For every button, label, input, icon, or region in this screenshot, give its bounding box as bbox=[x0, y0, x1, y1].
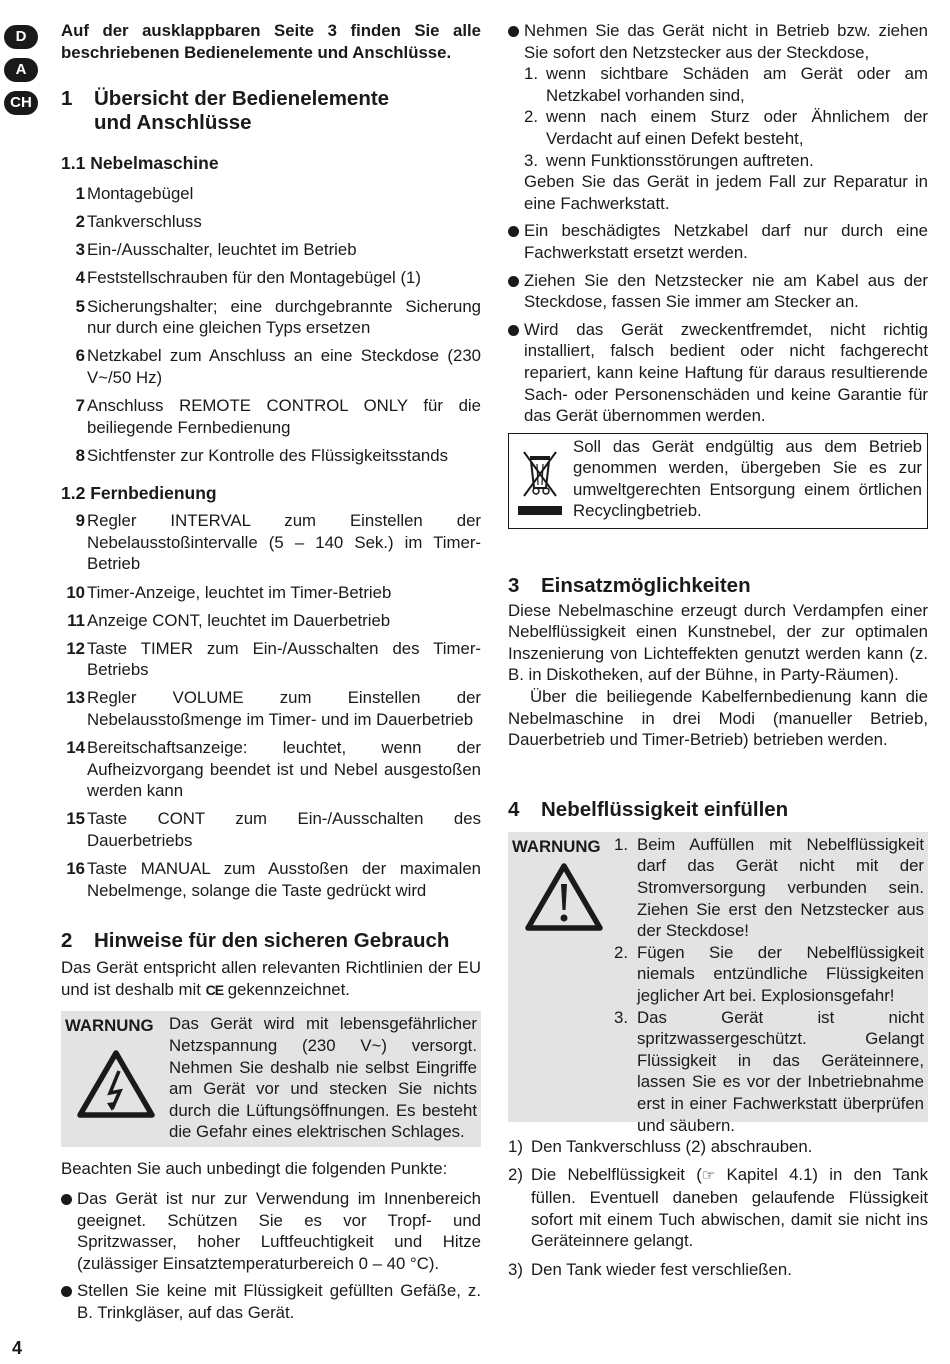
step-number: 1) bbox=[508, 1136, 523, 1156]
item-number: 15 bbox=[66, 809, 85, 829]
item-number: 8 bbox=[75, 445, 85, 465]
crossed-bin-weee-icon bbox=[515, 442, 565, 522]
item-number: 9 bbox=[75, 511, 85, 531]
list-item bbox=[61, 239, 481, 261]
step-text: Die Nebelflüssigkeit ( bbox=[531, 1165, 702, 1185]
item-text: Timer-Anzeige, leuchtet im Timer-Betrieb bbox=[87, 582, 392, 602]
exclamation-warning-icon bbox=[524, 862, 604, 932]
bullet-text: Nehmen Sie das Gerät nicht in Betrieb bzw. ziehen Sie sofort den Netzstecker aus der Steckdose, bbox=[524, 21, 928, 62]
sub-list-number: 2. bbox=[524, 107, 538, 127]
sub-list-text: wenn Funktionsstörungen auftreten. bbox=[546, 150, 814, 170]
warning-list-item bbox=[614, 942, 924, 1007]
item-text: Regler INTERVAL zum Einstellen der Nebelausstoßintervalle (5 – 140 Sek.) im Timer-Betrieb bbox=[87, 511, 481, 574]
bullet-item bbox=[61, 1188, 481, 1274]
section-number: 4 bbox=[508, 797, 520, 821]
bullet-continuation: Geben Sie das Gerät in jedem Fall zur Reparatur in eine Fachwerkstatt. bbox=[524, 172, 928, 213]
section-title-line: Übersicht der Bedienelemente bbox=[94, 87, 390, 111]
sub-list-number: 3. bbox=[524, 150, 538, 170]
item-text: Regler VOLUME zum Einstellen der Nebelausstoßmenge im Timer- und im Dauerbetrieb bbox=[87, 688, 481, 729]
bullet-dot-icon bbox=[61, 1194, 72, 1205]
item-text: Sicherungshalter; eine durchgebrannte Sicherung nur durch eine gleichen Typs ersetzen bbox=[87, 296, 481, 338]
sub-list-item bbox=[524, 63, 928, 106]
recycling-text: Soll das Gerät endgültig aus dem Betrieb genommen werden, übergeben Sie es zur umweltgerechten Entsorgung einem örtlichen Recyclingbetrieb. bbox=[573, 436, 922, 521]
page-number: 4 bbox=[12, 1338, 23, 1358]
item-number: 2 bbox=[75, 212, 85, 232]
warning-text: Fügen Sie der Nebelflüssigkeit niemals entzündliche Flüssigkeiten jeglicher Art bei. Explosionsgefahr! bbox=[637, 942, 924, 1005]
bullet-dot-icon bbox=[61, 1286, 72, 1297]
pointing-hand-icon: ☞ bbox=[701, 1167, 716, 1185]
item-text: Taste MANUAL zum Ausstoßen der maximalen Nebelmenge, solange die Taste gedrückt wird bbox=[87, 859, 481, 900]
list-item bbox=[61, 808, 481, 851]
item-number: 4 bbox=[75, 268, 85, 288]
recycling-notice-box bbox=[508, 433, 928, 529]
sub-list-number: 1. bbox=[524, 64, 538, 84]
warning-list-item bbox=[614, 834, 924, 942]
item-number: 6 bbox=[75, 346, 85, 366]
ce-paragraph-text-end: gekennzeichnet. bbox=[227, 979, 350, 999]
item-number: 10 bbox=[66, 582, 85, 602]
intro-text: Auf der ausklappbaren Seite 3 finden Sie alle beschriebenen Bedienelemente und Anschlüsse. bbox=[61, 21, 481, 62]
list-item bbox=[61, 582, 481, 604]
section-3-heading bbox=[508, 574, 928, 598]
bullet-dot-icon bbox=[508, 26, 519, 37]
list-item bbox=[61, 610, 481, 632]
bullet-text: Wird das Gerät zweckentfremdet, nicht richtig installiert, falsch bedient oder nicht fachgerecht repariert, kann keine Haftung für daraus resultierende Sach- oder Personenschäden und keine Garantie für das Gerät übernommen werden. bbox=[524, 319, 928, 426]
item-text: Montagebügel bbox=[87, 184, 194, 204]
sub-list-text: wenn nach einem Sturz oder Ähnlichem der Verdacht auf einen Defekt besteht, bbox=[546, 107, 928, 148]
warning-number: 3. bbox=[614, 1007, 628, 1027]
warning-label: WARNUNG bbox=[65, 1016, 154, 1036]
list-item bbox=[61, 267, 481, 289]
list-item bbox=[61, 211, 481, 233]
item-text: Ein-/Ausschalter, leuchtet im Betrieb bbox=[87, 240, 357, 260]
warning-list-item bbox=[614, 1007, 924, 1137]
subsection-1-2-heading: 1.2 Fernbedienung bbox=[61, 483, 217, 504]
right-column bbox=[508, 20, 928, 1287]
ce-paragraph-text: Das Gerät entspricht allen relevanten Richtlinien der EU und ist deshalb mit bbox=[61, 958, 481, 999]
section-4-heading bbox=[508, 798, 928, 822]
item-number: 16 bbox=[66, 859, 85, 879]
warning-number: 2. bbox=[614, 942, 628, 962]
list-item bbox=[61, 687, 481, 730]
step-text-end: Kapitel 4.1) in den Tank füllen. Eventuell daneben gelaufende Flüssigkeit sofort mit einem Tuch abwischen, damit sie nicht ins Geräteinnere gelangt. bbox=[531, 1165, 928, 1251]
item-text: Taste CONT zum Ein-/Ausschalten des Dauerbetriebs bbox=[87, 809, 481, 850]
step-text: Den Tank wieder fest verschließen. bbox=[531, 1259, 792, 1279]
sub-list-item bbox=[524, 150, 928, 172]
item-text: Anschluss REMOTE CONTROL ONLY für die beiliegende Fernbedienung bbox=[87, 395, 481, 437]
bullet-item bbox=[508, 270, 928, 313]
filling-steps bbox=[508, 1136, 928, 1281]
bullet-dot-icon bbox=[508, 276, 519, 287]
language-badge-ch: CH bbox=[4, 91, 38, 115]
warning-text: Das Gerät ist nicht spritzwassergeschützt. Gelangt Flüssigkeit in das Geräteinnere, lassen Sie es vor der Inbetriebnahme erst in einer Fachwerkstatt überprüfen und säubern. bbox=[637, 1007, 924, 1135]
section-1-heading bbox=[61, 87, 481, 135]
language-badge-d: D bbox=[4, 25, 38, 49]
section-3-paragraph-2: Über die beiliegende Kabelfernbedienung kann die Nebelmaschine in drei Modi (manueller Betrieb, Dauerbetrieb und Timer-Betrieb) betrieben werden. bbox=[508, 687, 928, 750]
language-badge-a: A bbox=[4, 58, 38, 82]
bullet-item bbox=[508, 319, 928, 427]
left-column bbox=[61, 20, 481, 1330]
step-item bbox=[508, 1164, 928, 1251]
fluid-warning-box bbox=[508, 832, 928, 1135]
ce-mark-icon: CE bbox=[205, 981, 224, 998]
item-number: 12 bbox=[66, 638, 85, 658]
step-item bbox=[508, 1136, 928, 1158]
list-item bbox=[61, 183, 481, 205]
list-item bbox=[61, 638, 481, 681]
step-text: Den Tankverschluss (2) abschrauben. bbox=[531, 1136, 813, 1156]
note-text: Beachten Sie auch unbedingt die folgenden Punkte: bbox=[61, 1159, 448, 1179]
step-item bbox=[508, 1259, 928, 1281]
warning-label: WARNUNG bbox=[512, 836, 601, 856]
warning-number: 1. bbox=[614, 834, 628, 854]
bullet-dot-icon bbox=[508, 325, 519, 336]
control-list-remote bbox=[61, 510, 481, 901]
section-title: Hinweise für den sicheren Gebrauch bbox=[94, 929, 450, 953]
step-number: 3) bbox=[508, 1259, 523, 1279]
item-text: Sichtfenster zur Kontrolle des Flüssigkeitsstands bbox=[87, 445, 448, 465]
item-text: Bereitschaftsanzeige: leuchtet, wenn der Aufheizvorgang beendet ist und Nebel ausgestoßen werden kann bbox=[87, 738, 481, 801]
bullet-item bbox=[508, 20, 928, 214]
ce-paragraph bbox=[61, 957, 481, 1001]
item-number: 11 bbox=[67, 610, 85, 630]
high-voltage-warning-icon bbox=[76, 1049, 156, 1119]
control-list-fog-machine bbox=[61, 183, 481, 466]
list-item bbox=[61, 395, 481, 438]
sub-list-item bbox=[524, 106, 928, 149]
section-number: 2 bbox=[61, 929, 73, 953]
bullet-text: Ein beschädigtes Netzkabel darf nur durch eine Fachwerkstatt ersetzt werden. bbox=[524, 221, 928, 262]
item-number: 1 bbox=[75, 184, 85, 204]
bullet-text: Ziehen Sie den Netzstecker nie am Kabel aus der Steckdose, fassen Sie immer am Stecker an. bbox=[524, 270, 928, 312]
item-number: 5 bbox=[75, 296, 85, 316]
bullet-item bbox=[508, 220, 928, 263]
section-2-heading bbox=[61, 929, 481, 953]
list-item bbox=[61, 296, 481, 339]
list-item bbox=[61, 345, 481, 388]
electric-shock-warning-box bbox=[61, 1011, 481, 1147]
warning-list bbox=[614, 834, 924, 1136]
bullet-text: Stellen Sie keine mit Flüssigkeit gefüllten Gefäße, z. B. Trinkgläser, auf das Gerät. bbox=[77, 1281, 481, 1322]
list-item bbox=[61, 737, 481, 802]
item-number: 3 bbox=[75, 240, 85, 260]
section-title: Nebelflüssigkeit einfüllen bbox=[541, 797, 789, 821]
section-title: Einsatzmöglichkeiten bbox=[541, 573, 751, 597]
bullet-dot-icon bbox=[508, 226, 519, 237]
list-item bbox=[61, 445, 481, 467]
section-number: 1 bbox=[61, 87, 73, 111]
item-number: 7 bbox=[75, 395, 85, 415]
item-number: 14 bbox=[66, 738, 85, 758]
section-number: 3 bbox=[508, 573, 520, 597]
sub-list-text: wenn sichtbare Schäden am Gerät oder am Netzkabel vorhanden sind, bbox=[546, 64, 928, 105]
section-title-line: und Anschlüsse bbox=[94, 111, 252, 135]
bullet-text: Das Gerät ist nur zur Verwendung im Innenbereich geeignet. Schützen Sie es vor Tropf- und Spritzwasser, hoher Luftfeuchtigkeit und Hitze (zulässiger Einsatztemperaturbereich 0 – 40 °C). bbox=[77, 1189, 481, 1273]
step-number: 2) bbox=[508, 1165, 523, 1185]
bullet-item bbox=[61, 1280, 481, 1323]
item-text: Netzkabel zum Anschluss an eine Steckdose (230 V~/50 Hz) bbox=[87, 346, 481, 387]
item-text: Anzeige CONT, leuchtet im Dauerbetrieb bbox=[87, 610, 391, 630]
subsection-1-1-heading: 1.1 Nebelmaschine bbox=[61, 153, 219, 174]
list-item bbox=[61, 510, 481, 575]
item-number: 13 bbox=[66, 688, 85, 708]
item-text: Feststellschrauben für den Montagebügel (1) bbox=[87, 268, 421, 288]
warning-text: Beim Auffüllen mit Nebelflüssigkeit darf das Gerät nicht mit der Stromversorgung verbunden sein. Ziehen Sie erst den Netzstecker aus der Steckdose! bbox=[637, 834, 924, 941]
section-3-paragraph-1: Diese Nebelmaschine erzeugt durch Verdampfen einer Nebelflüssigkeit einen Kunstnebel, der zur optimalen Inszenierung von Lichteffekten genutzt werden kann (z. B. in Diskotheken, auf der Bühne, in Party-Räumen). bbox=[508, 600, 928, 685]
item-text: Taste TIMER zum Ein-/Ausschalten des Timer-Betriebs bbox=[87, 638, 481, 680]
warning-text: Das Gerät wird mit lebensgefährlicher Netzspannung (230 V~) versorgt. Nehmen Sie deshalb nie selbst Eingriffe am Gerät vor und stecken Sie nichts durch die Lüftungsöffnungen. Es besteht die Gefahr eines elektrischen Schlages. bbox=[169, 1014, 477, 1142]
list-item bbox=[61, 858, 481, 901]
item-text: Tankverschluss bbox=[87, 212, 202, 232]
